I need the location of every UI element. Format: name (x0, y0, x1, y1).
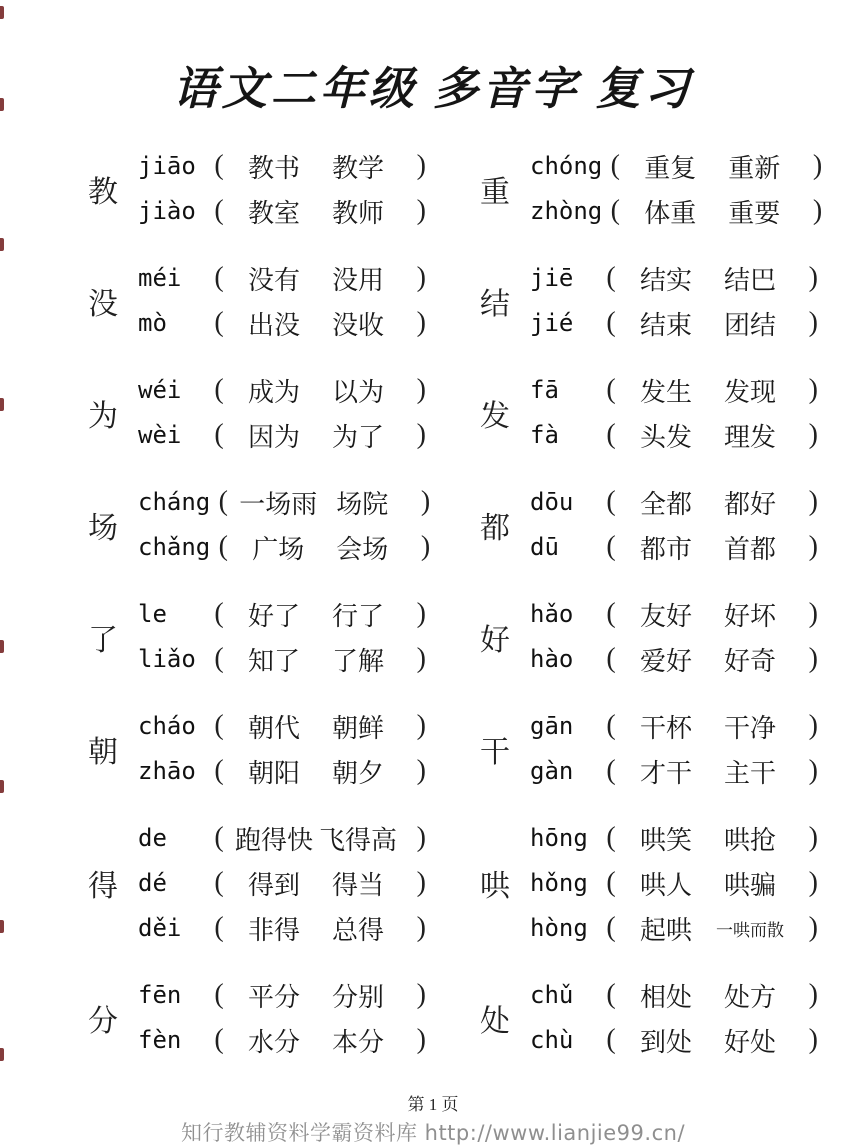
pinyin-label: hǎo (530, 600, 574, 628)
pinyin-label: fā (530, 376, 559, 404)
head-character: 没 (88, 287, 118, 321)
head-character: 发 (480, 399, 510, 433)
head-character: 处 (480, 1004, 510, 1038)
close-paren: ) (416, 195, 426, 226)
example-word: 体重 (644, 198, 697, 228)
head-character: 为 (88, 399, 118, 433)
example-word: 好处 (723, 1027, 776, 1057)
readings-list (530, 373, 818, 452)
example-word: 干杯 (639, 713, 692, 743)
close-paren: ) (808, 531, 818, 562)
pinyin-label: fēn (138, 981, 182, 1009)
reading-row (530, 597, 818, 631)
close-paren: ) (808, 710, 818, 741)
close-paren: ) (808, 419, 818, 450)
readings-list (138, 373, 426, 452)
example-word: 广场 (252, 534, 305, 564)
pinyin-label: chǎng (138, 533, 211, 561)
pinyin-label: dōu (530, 488, 574, 516)
example-word: 以为 (331, 377, 384, 407)
reading-row (530, 866, 818, 900)
example-word: 好奇 (723, 646, 776, 676)
head-character: 教 (88, 175, 118, 209)
open-paren: ( (606, 1024, 616, 1055)
example-word: 教学 (331, 153, 384, 183)
reading-row (530, 978, 818, 1012)
polyphone-entry (88, 149, 426, 228)
open-paren: ( (606, 755, 616, 786)
pinyin-label: liǎo (138, 645, 196, 673)
close-paren: ) (416, 150, 426, 181)
open-paren: ( (214, 150, 224, 181)
open-paren: ( (214, 867, 224, 898)
open-paren: ( (214, 1024, 224, 1055)
close-paren: ) (812, 195, 823, 226)
readings-list (530, 597, 818, 676)
polyphone-entry (480, 821, 818, 945)
reading-row (138, 978, 426, 1012)
reading-row (530, 642, 818, 676)
head-character: 分 (88, 1004, 118, 1038)
example-word: 相处 (639, 982, 692, 1012)
pinyin-label: cháo (138, 712, 196, 740)
example-word: 水分 (247, 1027, 300, 1057)
readings-list (530, 149, 822, 228)
pinyin-label: de (138, 824, 167, 852)
scan-edge-mark (0, 640, 4, 653)
page-footer (0, 1090, 866, 1147)
readings-list (530, 709, 818, 788)
reading-row (530, 306, 818, 340)
polyphone-entry (88, 709, 426, 788)
polyphone-entry (480, 978, 818, 1057)
open-paren: ( (606, 374, 616, 405)
close-paren: ) (808, 374, 818, 405)
example-word: 教书 (247, 153, 300, 183)
close-paren: ) (808, 598, 818, 629)
pinyin-label: le (138, 600, 167, 628)
reading-row (530, 261, 818, 295)
example-word: 理发 (723, 422, 776, 452)
readings-list (138, 485, 430, 564)
close-paren: ) (416, 755, 426, 786)
close-paren: ) (416, 912, 426, 943)
example-word: 朝夕 (331, 758, 384, 788)
scan-edge-mark (0, 920, 4, 933)
page-number: 第 1 页 (407, 1095, 459, 1114)
open-paren: ( (610, 150, 620, 181)
example-word: 分别 (331, 982, 384, 1012)
open-paren: ( (606, 979, 616, 1010)
head-character: 结 (480, 287, 510, 321)
open-paren: ( (218, 486, 228, 517)
pinyin-label: hòng (530, 914, 588, 942)
example-word: 哄人 (639, 870, 692, 900)
example-word: 友好 (639, 601, 692, 631)
close-paren: ) (808, 912, 818, 943)
polyphone-entry (480, 149, 823, 228)
example-word: 没用 (331, 265, 384, 295)
example-word: 朝代 (247, 713, 300, 743)
close-paren: ) (808, 1024, 818, 1055)
reading-row (530, 418, 818, 452)
open-paren: ( (214, 419, 224, 450)
example-word: 非得 (247, 915, 300, 945)
polyphone-entry (480, 485, 818, 564)
head-character: 好 (480, 623, 510, 657)
close-paren: ) (416, 1024, 426, 1055)
example-word: 起哄 (639, 915, 692, 945)
readings-list (138, 978, 426, 1057)
pinyin-label: gàn (530, 757, 574, 785)
reading-row (530, 149, 822, 183)
open-paren: ( (606, 867, 616, 898)
pinyin-label: wéi (138, 376, 182, 404)
head-character: 干 (480, 735, 510, 769)
reading-row (530, 373, 818, 407)
example-word: 朝鲜 (331, 713, 384, 743)
example-word: 场院 (336, 489, 389, 519)
readings-list (138, 821, 426, 945)
readings-list (138, 261, 426, 340)
head-character: 得 (88, 870, 118, 903)
example-word: 知了 (247, 646, 300, 676)
head-character: 哄 (480, 870, 510, 903)
readings-list (530, 261, 818, 340)
scan-edge-mark (0, 398, 4, 411)
example-word: 结束 (639, 310, 692, 340)
reading-row (138, 754, 426, 788)
example-word: 得到 (247, 870, 300, 900)
pinyin-label: chù (530, 1026, 574, 1054)
readings-list (530, 821, 818, 945)
reading-row (138, 597, 426, 631)
reading-row (138, 261, 426, 295)
open-paren: ( (606, 643, 616, 674)
example-word: 本分 (331, 1027, 384, 1057)
readings-list (138, 149, 426, 228)
close-paren: ) (416, 867, 426, 898)
scan-edge-mark (0, 780, 4, 793)
reading-row (530, 709, 818, 743)
open-paren: ( (610, 195, 620, 226)
reading-row (138, 485, 430, 519)
example-word: 结实 (639, 265, 692, 295)
close-paren: ) (416, 374, 426, 405)
polyphone-entry (480, 373, 818, 452)
pinyin-label: jié (530, 309, 574, 337)
close-paren: ) (416, 307, 426, 338)
close-paren: ) (808, 979, 818, 1010)
example-word: 因为 (247, 422, 300, 452)
polyphone-entry (480, 709, 818, 788)
reading-row (138, 911, 426, 945)
pinyin-label: hǒng (530, 869, 588, 897)
open-paren: ( (214, 195, 224, 226)
close-paren: ) (808, 867, 818, 898)
example-word: 朝阳 (247, 758, 300, 788)
open-paren: ( (214, 307, 224, 338)
pinyin-label: jiāo (138, 152, 196, 180)
head-character: 都 (480, 511, 510, 545)
close-paren: ) (808, 643, 818, 674)
example-word: 得当 (331, 870, 384, 900)
head-character: 朝 (88, 735, 118, 769)
reading-row (138, 821, 426, 855)
open-paren: ( (218, 531, 228, 562)
example-word: 一场雨 (239, 489, 318, 519)
scan-edge-mark (0, 6, 4, 19)
example-word: 处方 (723, 982, 776, 1012)
example-word: 平分 (247, 982, 300, 1012)
example-word: 发生 (639, 377, 692, 407)
example-word: 才干 (639, 758, 692, 788)
reading-row (138, 866, 426, 900)
reading-row (138, 149, 426, 183)
reading-row (138, 373, 426, 407)
open-paren: ( (214, 374, 224, 405)
example-word: 干净 (723, 713, 776, 743)
reading-row (138, 306, 426, 340)
example-word: 教师 (331, 198, 384, 228)
example-word: 主干 (723, 758, 776, 788)
example-word: 重新 (728, 153, 781, 183)
open-paren: ( (606, 710, 616, 741)
example-word: 头发 (639, 422, 692, 452)
example-word: 了解 (331, 646, 384, 676)
readings-list (530, 485, 818, 564)
pinyin-label: dū (530, 533, 559, 561)
close-paren: ) (808, 486, 818, 517)
pinyin-label: zhāo (138, 757, 196, 785)
close-paren: ) (808, 822, 818, 853)
close-paren: ) (420, 531, 431, 562)
pinyin-label: chóng (530, 152, 603, 180)
open-paren: ( (214, 643, 224, 674)
reading-row (530, 194, 822, 228)
open-paren: ( (214, 755, 224, 786)
pinyin-label: mò (138, 309, 167, 337)
open-paren: ( (606, 912, 616, 943)
scan-edge-mark (0, 238, 4, 251)
polyphone-entry (88, 821, 426, 945)
polyphone-entry (480, 261, 818, 340)
readings-list (138, 597, 426, 676)
reading-row (138, 418, 426, 452)
close-paren: ) (420, 486, 431, 517)
example-word: 爱好 (639, 646, 692, 676)
example-word: 出没 (247, 310, 300, 340)
example-word: 都好 (723, 489, 776, 519)
close-paren: ) (808, 262, 818, 293)
example-word: 重复 (644, 153, 697, 183)
pinyin-label: cháng (138, 488, 211, 516)
reading-row (530, 754, 818, 788)
reading-row (530, 485, 818, 519)
open-paren: ( (214, 710, 224, 741)
close-paren: ) (416, 710, 426, 741)
example-word: 行了 (331, 601, 384, 631)
left-column (88, 149, 431, 1090)
pinyin-label: hōng (530, 824, 588, 852)
example-word: 好了 (247, 601, 300, 631)
close-paren: ) (812, 150, 823, 181)
scan-edge-mark (0, 1048, 4, 1061)
example-word: 哄骗 (723, 870, 776, 900)
pinyin-label: jiē (530, 264, 574, 292)
reading-row (138, 709, 426, 743)
example-word: 一哄而散 (716, 920, 784, 940)
pinyin-label: děi (138, 914, 182, 942)
reading-row (138, 194, 426, 228)
open-paren: ( (606, 822, 616, 853)
example-word: 团结 (723, 310, 776, 340)
open-paren: ( (214, 979, 224, 1010)
pinyin-label: méi (138, 264, 182, 292)
polyphone-entry (88, 261, 426, 340)
example-word: 哄抢 (723, 825, 776, 855)
polyphone-entry (88, 978, 426, 1057)
open-paren: ( (606, 598, 616, 629)
reading-row (138, 642, 426, 676)
example-word: 哄笑 (639, 825, 692, 855)
reading-row (530, 530, 818, 564)
reading-row (138, 530, 430, 564)
open-paren: ( (606, 486, 616, 517)
close-paren: ) (808, 307, 818, 338)
polyphone-entry (88, 485, 431, 564)
example-word: 结巴 (723, 265, 776, 295)
head-character: 重 (480, 175, 510, 209)
close-paren: ) (416, 262, 426, 293)
example-word: 没收 (331, 310, 384, 340)
reading-row (530, 821, 818, 855)
close-paren: ) (416, 979, 426, 1010)
example-word: 教室 (247, 198, 300, 228)
head-character: 场 (88, 511, 118, 545)
polyphone-entry (88, 373, 426, 452)
reading-row (138, 1023, 426, 1057)
scan-edge-mark (0, 98, 4, 111)
open-paren: ( (214, 912, 224, 943)
open-paren: ( (606, 307, 616, 338)
open-paren: ( (606, 531, 616, 562)
example-word: 全都 (639, 489, 692, 519)
polyphone-entry (88, 597, 426, 676)
example-word: 没有 (247, 265, 300, 295)
example-word: 好坏 (723, 601, 776, 631)
example-word: 跑得快 (234, 825, 313, 855)
example-word: 发现 (723, 377, 776, 407)
example-word: 为了 (331, 422, 384, 452)
pinyin-label: chǔ (530, 981, 574, 1009)
polyphone-entry (480, 597, 818, 676)
pinyin-label: wèi (138, 421, 182, 449)
example-word: 都市 (639, 534, 692, 564)
close-paren: ) (416, 643, 426, 674)
head-character: 了 (88, 623, 118, 657)
open-paren: ( (214, 262, 224, 293)
open-paren: ( (606, 419, 616, 450)
example-word: 会场 (336, 534, 389, 564)
close-paren: ) (808, 755, 818, 786)
open-paren: ( (606, 262, 616, 293)
right-column (480, 149, 823, 1090)
readings-list (138, 709, 426, 788)
page-title: 语文二年级 多音字 复习 (172, 64, 694, 114)
pinyin-label: fà (530, 421, 559, 449)
example-word: 到处 (639, 1027, 692, 1057)
close-paren: ) (416, 598, 426, 629)
example-word: 成为 (247, 377, 300, 407)
close-paren: ) (416, 419, 426, 450)
pinyin-label: jiào (138, 197, 196, 225)
reading-row (530, 911, 818, 945)
pinyin-label: dé (138, 869, 167, 897)
example-word: 飞得高 (318, 825, 397, 855)
source-watermark: 知行教辅资料学霸资料库 http://www.lianjie99.cn/ (180, 1121, 686, 1145)
pinyin-label: zhòng (530, 197, 603, 225)
pinyin-label: fèn (138, 1026, 182, 1054)
example-word: 首都 (723, 534, 776, 564)
open-paren: ( (214, 598, 224, 629)
reading-row (530, 1023, 818, 1057)
close-paren: ) (416, 822, 426, 853)
pinyin-label: gān (530, 712, 574, 740)
open-paren: ( (214, 822, 224, 853)
readings-list (530, 978, 818, 1057)
worksheet-body (0, 125, 866, 1090)
example-word: 总得 (331, 915, 384, 945)
pinyin-label: hào (530, 645, 574, 673)
example-word: 重要 (728, 198, 781, 228)
